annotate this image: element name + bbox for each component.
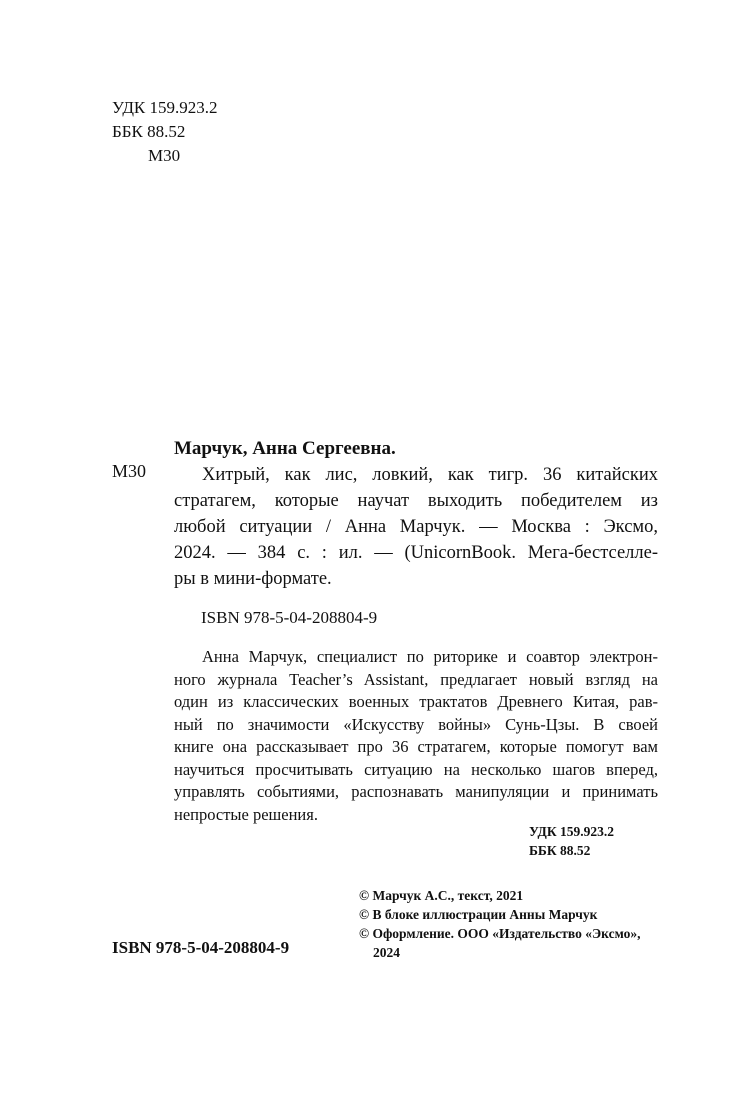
copyright-line: © Марчук А.С., текст, 2021 <box>359 888 524 903</box>
isbn-entry: ISBN 978-5-04-208804-9 <box>201 608 378 627</box>
description-line: 2024. — 384 с. : ил. — (UnicornBook. Мега-бестселле- <box>174 543 658 563</box>
top-classification <box>112 96 218 168</box>
copyright-line: © Оформление. ООО «Издательство «Эксмо», <box>359 926 641 941</box>
bottom-classification <box>529 822 614 860</box>
bbk-code-bottom: ББК 88.52 <box>529 843 591 858</box>
annotation-line: ный по значимости «Искусству войны» Сунь-Цзы. В своей <box>174 714 658 734</box>
description-line: любой ситуации / Анна Марчук. — Москва : Эксмо, <box>174 517 658 537</box>
annotation-line: Анна Марчук, специалист по риторике и соавтор электрон- <box>202 647 658 666</box>
udk-code: УДК 159.923.2 <box>112 98 218 117</box>
annotation <box>174 646 658 826</box>
copyright-line: 2024 <box>373 945 400 960</box>
bibliographic-description <box>174 462 658 592</box>
author-mark-top: М30 <box>148 146 181 165</box>
copyright-block <box>359 886 659 962</box>
description-line: Хитрый, как лис, ловкий, как тигр. 36 китайских <box>202 465 658 485</box>
udk-code-bottom: УДК 159.923.2 <box>529 824 614 839</box>
annotation-line: управлять событиями, распознавать манипуляции и принимать <box>174 782 658 801</box>
annotation-line: книге она рассказывает про 36 стратагем, которые помогут вам <box>174 737 658 756</box>
bbk-code: ББК 88.52 <box>112 122 186 141</box>
copyright-line: © В блоке иллюстрации Анны Марчук <box>359 907 598 922</box>
annotation-line: научиться просчитывать ситуацию на несколько шагов вперед, <box>174 759 658 779</box>
author-heading: Марчук, Анна Сергеевна. <box>174 438 396 459</box>
annotation-line: один из классических военных трактатов Древнего Китая, рав- <box>174 692 658 711</box>
description-line: ры в мини-формате. <box>174 569 332 589</box>
description-line: стратагем, которые научат выходить победителем из <box>174 491 658 511</box>
annotation-line: ного журнала Teacher’s Assistant, предлагает новый взгляд на <box>174 669 658 689</box>
annotation-line: непростые решения. <box>174 804 318 824</box>
author-mark-margin: М30 <box>112 461 147 481</box>
isbn-bottom: ISBN 978-5-04-208804-9 <box>112 938 290 957</box>
